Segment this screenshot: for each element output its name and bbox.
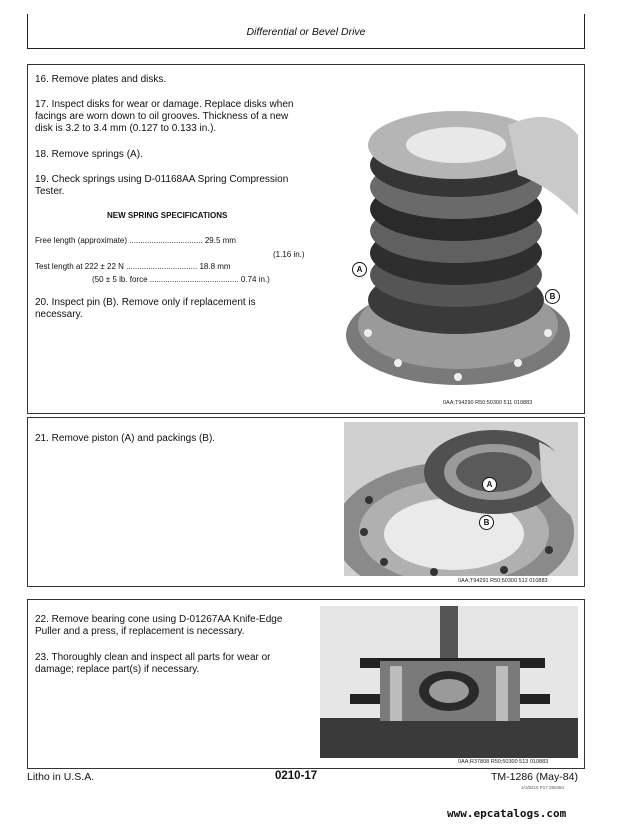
panel-steps-16-20 (27, 64, 585, 414)
page-number: 0210-17 (275, 770, 318, 782)
callout-b: B (479, 515, 494, 530)
step-23-line-2: damage; replace part(s) if necessary. (35, 664, 200, 675)
panel-steps-22-23 (27, 599, 585, 769)
step-22-line-1: 22. Remove bearing cone using D-01267AA Knife-Edge (35, 614, 283, 625)
step-22-line-2: Puller and a press, if replacement is necessary. (35, 626, 245, 637)
step-20-line-1: 20. Inspect pin (B). Remove only if replacement is (35, 297, 256, 308)
photo-bearing-puller (320, 606, 578, 758)
spec-free-length: Free length (approximate) ................................. 29.5 mm (35, 236, 236, 245)
step-23-line-1: 23. Thoroughly clean and inspect all parts for wear or (35, 652, 271, 663)
footer-litho: Litho in U.S.A. (27, 771, 95, 783)
photo-clutch-disks (338, 95, 578, 395)
spec-test-length: Test length at 222 ± 22 N ................................ 18.8 mm (35, 262, 231, 271)
step-18: 18. Remove springs (A). (35, 149, 143, 160)
photo-caption: 0AA;T94291 R50;50300 512 010883 (458, 578, 548, 584)
callout-a: A (352, 262, 367, 277)
page-header (27, 14, 585, 49)
step-21: 21. Remove piston (A) and packings (B). (35, 433, 216, 444)
panel-step-21 (27, 417, 585, 587)
spec-free-length-inch: (1.16 in.) (273, 250, 305, 259)
spec-test-length-inch: (50 ± 5 lb. force ........................................ 0.74 in.) (92, 275, 270, 284)
footer-tm-number: TM-1286 (May-84) (491, 771, 578, 783)
step-19-line-1: 19. Check springs using D-01168AA Spring Compression (35, 174, 289, 185)
step-17-line-3: disk is 3.2 to 3.4 mm (0.127 to 0.133 in.). (35, 123, 217, 134)
step-20-line-2: necessary. (35, 309, 83, 320)
photo-piston (344, 422, 578, 576)
photo-caption: 0AA;T94290 R50;50300 511 010883 (443, 400, 533, 406)
section-title: Differential or Bevel Drive (246, 26, 366, 38)
spec-title: NEW SPRING SPECIFICATIONS (107, 211, 228, 220)
footer-code: 1/1/8210 P17 280484 (521, 785, 565, 790)
callout-a: A (482, 477, 497, 492)
step-19-line-2: Tester. (35, 186, 65, 197)
step-17-line-1: 17. Inspect disks for wear or damage. Replace disks when (35, 99, 294, 110)
watermark: www.epcatalogs.com (447, 807, 567, 820)
photo-caption: 0AA;R37808 R50;50300 513 010883 (458, 759, 549, 765)
step-17-line-2: facings are worn down to oil grooves. Thickness of a new (35, 111, 289, 122)
step-16: 16. Remove plates and disks. (35, 74, 167, 85)
callout-b: B (545, 289, 560, 304)
